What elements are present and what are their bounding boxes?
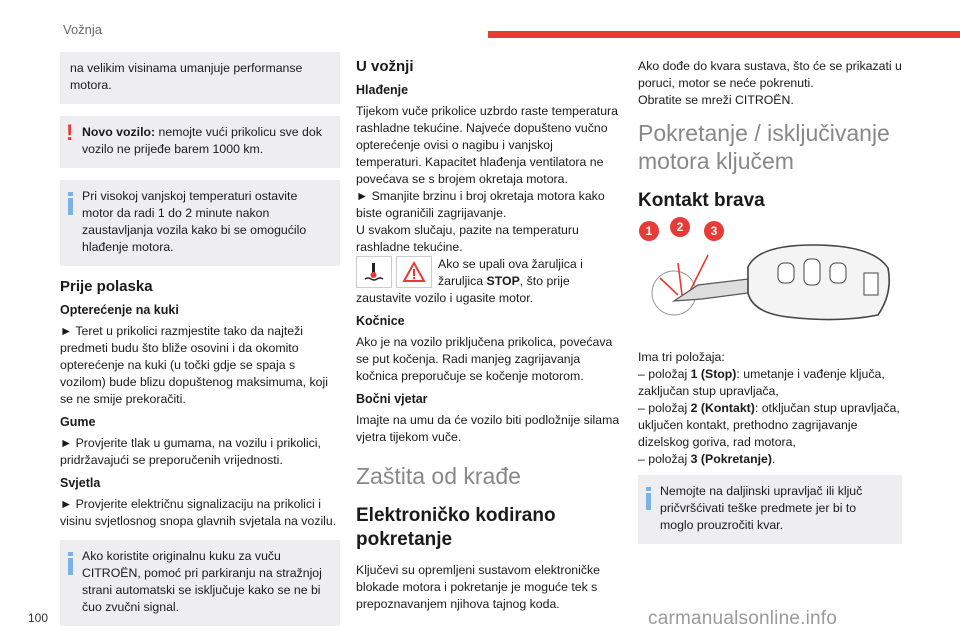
positions-intro: Ima tri položaja: [638,350,725,364]
para-cooling [356,103,620,256]
pos2-prefix: – položaj [638,401,691,415]
column-middle [356,52,620,620]
warning-bold: Novo vozilo: [82,125,156,139]
heading-brakes: Kočnice [356,314,405,328]
callout-1: 1 [639,221,659,241]
pos1-text: : umetanje i vađenje ključa, zaključan stup upravljača, [638,367,885,398]
pos2-text: : otključan stup upravljača, uključen kontakt, prethodno zagrijavanje dizelskog goriva, rad motora, [638,401,900,449]
page-number: 100 [28,611,49,625]
info-text: Pri visokoj vanjskoj temperaturi ostavite motor da radi 1 do 2 minute nakon zaustavljanja vozila kako bi se omogućilo hlađenje motora. [82,189,307,254]
lamp-text-b: , što prije zaustavite vozilo i ugasite motor. [356,274,570,305]
pos2-label: 2 (Kontakt) [690,401,755,415]
pos1-prefix: – položaj [638,367,691,381]
para-fault-text: Ako dođe do kvara sustava, što će se prikazati u poruci, motor se neće pokrenuti. [638,59,902,90]
stop-warning-icon [396,256,432,288]
callout-2: 2 [670,217,690,237]
note-text: na velikim visinama umanjuje performanse motora. [70,61,303,92]
para-lights: ► Provjerite električnu signalizaciju na prikolici i visinu svjetlosnog snopa glavnih svjetala na vozilu. [60,497,337,528]
lamp-text-a: Ako se upali ova žaruljica i žaruljica [438,257,583,288]
para-cooling-3: U svakom slučaju, pazite na temperaturu rashladne tekućine. [356,223,579,254]
info-icon [646,487,651,510]
para-cooling-1: Tijekom vuče prikolice uzbrdo raste temperatura rashladne tekućine. Najveće dopušteno vučno opterećenje ovisi o nagibu i vanjskoj temperaturi. Kapacitet hlađenja ventilatora ne povećava se s brojem okretaja motora. [356,104,618,186]
callout-3: 3 [704,221,724,241]
info-text: Ako koristite originalnu kuku za vuču CITROËN, pomoć pri parkiranju na stražnjoj strani automatski se isključuje kako se ne bi čuo zvučni signal. [82,549,322,614]
warning-text: nemojte vući prikolicu sve dok vozilo ne prijeđe barem 1000 km. [82,125,322,156]
para-hitch-load: ► Teret u prikolici razmjestite tako da najteži predmeti budu što bliže osovini i da okomito opterećenje na kuki (u točki gdje se spaja s vozilom) bude blizu dopuštenog maksimuma, koji se ne smije prekoračiti. [60,324,328,406]
heading-hitch-load: Opterećenje na kuki [60,303,179,317]
info-icon [68,552,73,575]
para-network-text: Obratite se mreži CITROËN. [638,93,794,107]
coolant-temperature-icon [356,256,392,288]
info-box-temperature [60,180,340,266]
pos1-label: 1 (Stop) [690,367,737,381]
heading-immobiliser: Elektroničko kodirano pokretanje [356,505,556,550]
heading-cooling: Hlađenje [356,83,409,97]
heading-side-wind: Bočni vjetar [356,392,428,406]
column-left [60,52,340,638]
heading-theft-protection: Zaštita od krađe [356,463,521,489]
para-cooling-2: ► Smanjite brzinu i broj okretaja motora kako biste ograničili zagrijavanje. [356,189,605,220]
pos3-text: . [771,452,776,466]
pos3-prefix: – položaj [638,452,691,466]
para-tyres: ► Provjerite tlak u gumama, na vozilu i prikolici, pridržavajući se preporučenih vrijednosti. [60,436,321,467]
warning-lamp-icons [356,256,432,288]
para-brakes: Ako je na vozilo priključena prikolica, povećava se put kočenja. Radi manjeg zagrijavanja kočnica preporučuje se kočenje motorom. [356,335,613,383]
heading-tyres: Gume [60,415,96,429]
heading-before-departure: Prije polaska [60,278,153,295]
warning-box-new-vehicle [60,116,340,168]
header-accent-bar [488,31,960,38]
para-side-wind: Imajte na umu da će vozilo biti podložnije silama vjetra tijekom vuče. [356,413,620,444]
info-text: Nemojte na daljinski upravljač ili ključ pričvršćivati teške predmete jer bi to moglo prouzročiti kvar. [660,484,863,532]
heading-start-stop-key: Pokretanje / isključivanje motora ključem [638,120,890,174]
key-illustration [638,220,902,333]
pos3-label: 3 (Pokretanje) [690,452,772,466]
info-icon [68,192,73,215]
watermark: carmanualsonline.info [648,608,838,629]
column-right [638,52,902,556]
warning-icon: ! [66,120,74,145]
heading-driving: U vožnji [356,58,414,75]
para-fault [638,58,902,109]
lamp-text-stop: STOP [486,274,520,288]
para-immobiliser: Ključevi su opremljeni sustavom elektroničke blokade motora i pokretanje je moguće tek s prepoznavanjem njihova tajnog koda. [356,563,600,611]
heading-ignition-switch: Kontakt brava [638,190,765,211]
info-box-hitch [60,540,340,626]
running-header: Vožnja [63,22,103,37]
note-box-altitude [60,52,340,104]
para-warning-lamps [356,256,620,307]
info-box-keyring [638,475,902,544]
heading-lights: Svjetla [60,476,101,490]
para-positions [638,349,902,468]
